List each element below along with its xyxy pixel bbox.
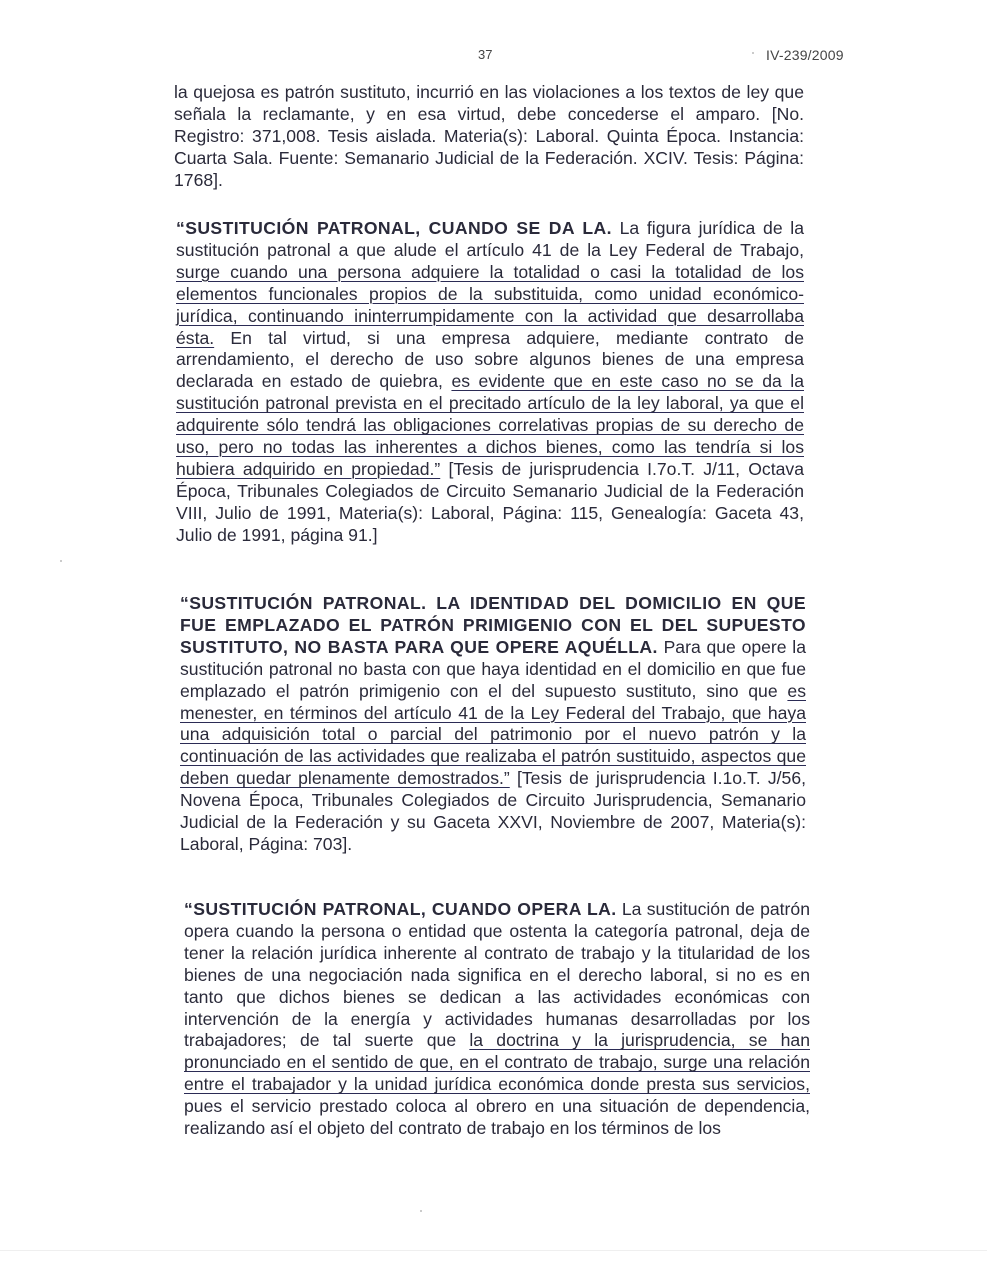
paragraph-text: La figura jurídica de la sustitución patronal a que alude el artículo 41 de la Ley Federal de Trabajo, (176, 218, 804, 260)
thesis-heading: “SUSTITUCIÓN PATRONAL, CUANDO SE DA LA. (176, 218, 612, 238)
paragraph-continuation (174, 82, 804, 192)
page-number: 37 (478, 47, 493, 62)
thesis-paragraph-identidad-domicilio (180, 593, 806, 856)
scan-speck (60, 560, 62, 562)
paragraph-text: la quejosa es patrón sustituto, incurrió en las violaciones a los textos de ley que señala la reclamante, y en esa virtud, debe concederse el amparo. [No. Registro: 371,008. Tesis aislada. Materia(s): Laboral. Quinta Época. Instancia: Cuarta Sala. Fuente: Semanario Judicial de la Federación. XCIV. Tesis: Página: 1768]. (174, 82, 804, 190)
paragraph-text: La sustitución de patrón opera cuando la persona o entidad que ostenta la categoría patronal, deja de tener la relación jurídica inherente al contrato de trabajo y la titularidad de los bienes de una negociación nada significa en el derecho laboral, si no es en tanto que dichos bienes se dedican a las actividades económicas con intervención de la energía y actividades humanas desarrolladas por los trabajadores; de tal suerte que (184, 899, 810, 1051)
thesis-paragraph-cuando-se-da (176, 218, 804, 547)
thesis-heading: “SUSTITUCIÓN PATRONAL. LA IDENTIDAD DEL DOMICILIO EN QUE FUE EMPLAZADO EL PATRÓN PRIMIGENIO CON EL DEL SUPUESTO SUSTITUTO, NO BASTA PARA QUE OPERE AQUÉLLA. (180, 593, 806, 657)
citation-text: [Tesis de jurisprudencia I.7o.T. J/11, Octava Época, Tribunales Colegiados de Circuito Semanario Judicial de la Federación VIII, Julio de 1991, Materia(s): Laboral, Página: 115, Genealogía: Gaceta 43, Julio de 1991, página 91.] (176, 458, 804, 545)
case-number: IV-239/2009 (766, 47, 844, 63)
underlined-passage: es menester, en términos del artículo 41 de la Ley Federal del Trabajo, que haya una adquisición total o parcial del patrimonio por el nuevo patrón y la continuación de las actividades que realizaba el patrón sustituido, aspectos que deben quedar plenamente demostrados.” (180, 680, 806, 789)
paragraph-text: pues el servicio prestado coloca al obrero en una situación de dependencia, realizando así el objeto del contrato de trabajo en los términos de los (184, 1096, 810, 1139)
scan-speck (420, 1210, 422, 1212)
thesis-paragraph-cuando-opera (184, 899, 810, 1140)
scan-speck (752, 52, 754, 54)
citation-text: [Tesis de jurisprudencia I.1o.T. J/56, Novena Época, Tribunales Colegiados de Circuito Jurisprudencia, Semanario Judicial de la Federación y su Gaceta XXVI, Noviembre de 2007, Materia(s): Laboral, Página: 703]. (180, 768, 806, 854)
paragraph-text: En tal virtud, si una empresa adquiere, mediante contrato de arrendamiento, el derecho de uso sobre algunos bienes de una empresa declarada en estado de quiebra, (176, 327, 804, 392)
thesis-heading: “SUSTITUCIÓN PATRONAL, CUANDO OPERA LA. (184, 899, 617, 919)
underlined-passage: la doctrina y la jurisprudencia, se han pronunciado en el sentido de que, en el contrato de trabajo, surge una relación entre el trabajador y la unidad jurídica económica donde presta sus servicios, (184, 1030, 810, 1095)
scan-edge-line (0, 1250, 987, 1251)
underlined-passage: es evidente que en este caso no se da la sustitución patronal prevista en el precitado artículo de la ley laboral, ya que el adquirente sólo tendrá las obligaciones correlativas propias de su derecho de uso, pero no todas las inherentes a dichos bienes, como las tendría si los hubiera adquirido en propiedad.” (176, 371, 804, 479)
underlined-passage: surge cuando una persona adquiere la totalidad o casi la totalidad de los elementos funcionales propios de la substituida, como unidad económico-jurídica, continuando ininterrumpidamente con la actividad que desarrollaba ésta. (176, 261, 804, 348)
paragraph-text: Para que opere la sustitución patronal no basta con que haya identidad en el domicilio en que fue emplazado el patrón primigenio con el del supuesto sustituto, sino que (180, 636, 807, 701)
